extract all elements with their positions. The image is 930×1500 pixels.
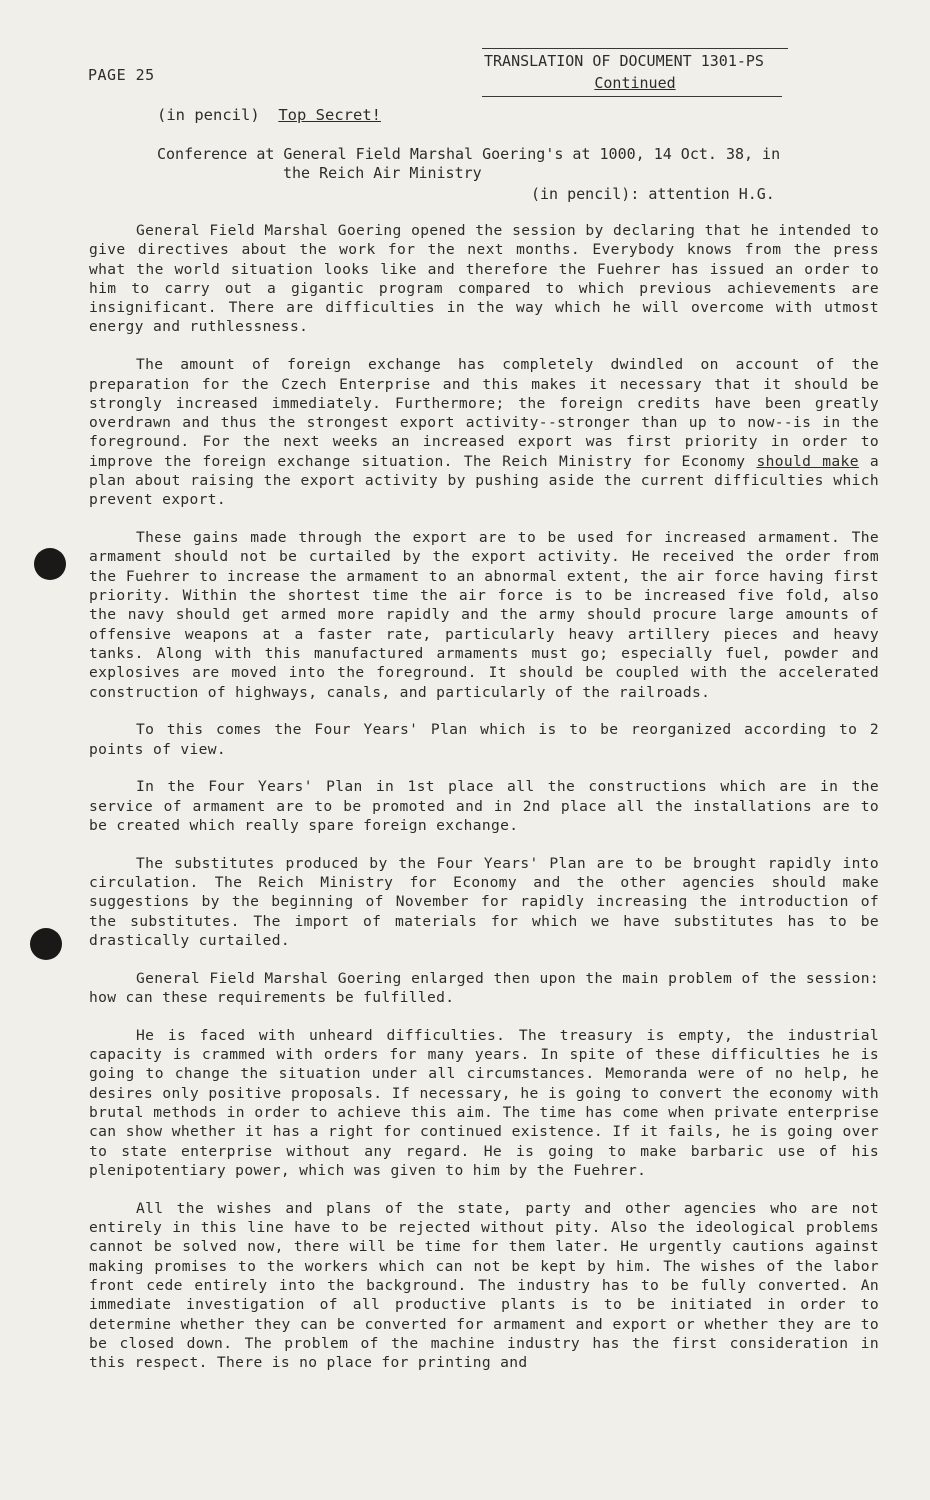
paragraph-5: In the Four Years' Plan in 1st place all the constructions which are in the service of armament are to be promoted and in 2nd place all the installations are to be created which really spare foreign exchange. bbox=[89, 778, 879, 835]
conference-heading-line1: Conference at General Field Marshal Goering's at 1000, 14 Oct. 38, in bbox=[157, 145, 781, 163]
page-number: PAGE 25 bbox=[88, 66, 155, 84]
paragraph-2-lead: The amount of foreign exchange has completely dwindled on account of the preparation for the Czech Enterprise and this makes it necessary that it should be strongly increased immediately. Furthermore; the foreign credits have been greatly overdrawn and thus the strongest export activity--stronger than up to now--is in the foreground. For the next weeks an increased export was first priority in order to improve the foreign exchange situation. The Reich Ministry for Economy bbox=[89, 356, 879, 470]
punch-hole-lower bbox=[30, 928, 62, 960]
header-rule-bottom bbox=[482, 96, 782, 97]
classification-line bbox=[157, 106, 381, 124]
body-text bbox=[89, 221, 879, 1391]
paragraph-7: General Field Marshal Goering enlarged then upon the main problem of the session: how can these requirements be fulfilled. bbox=[89, 969, 879, 1007]
punch-hole-upper bbox=[34, 548, 66, 580]
paragraph-4: To this comes the Four Years' Plan which is to be reorganized according to 2 points of view. bbox=[89, 721, 879, 758]
pencil-note: (in pencil) bbox=[157, 106, 260, 124]
paragraph-8: He is faced with unheard difficulties. The treasury is empty, the industrial capacity is crammed with orders for many years. In spite of these difficulties he is going to change the situation under all circumstances. Memoranda were of no help, he desires only positive proposals. If necessary, he is going to convert the economy with brutal methods in order to achieve this aim. The time has come when private enterprise can show whether it has a right for continued existence. If it fails, he is going over to state enterprise without any regard. He is going to make barbaric use of his plenipotentiary power, which was given to him by the Fuehrer. bbox=[89, 1026, 879, 1179]
paragraph-9: All the wishes and plans of the state, party and other agencies who are not entirely in this line have to be rejected without pity. Also the ideological problems cannot be solved now, there will be time for them later. He urgently cautions against making promises to the workers which can not be kept by him. The wishes of the labor front cede entirely into the background. The industry has to be fully converted. An immediate investigation of all productive plants is to be initiated in order to determine whether they can be converted for armament and export or whether they are to be closed down. The problem of the machine industry has the first consideration in this respect. There is no place for printing and bbox=[89, 1199, 879, 1372]
header-rule-top bbox=[482, 48, 788, 49]
paragraph-6: The substitutes produced by the Four Years' Plan are to be brought rapidly into circulation. The Reich Ministry for Economy and the other agencies should make suggestions by the beginning of November for rapidly increasing the introduction of the substitutes. The import of materials for which we have substitutes has to be drastically curtailed. bbox=[89, 854, 879, 949]
conference-heading-line2: the Reich Air Ministry bbox=[283, 164, 482, 182]
paragraph-1: General Field Marshal Goering opened the session by declaring that he intended to give directives about the work for the next months. Everybody knows from the press what the world situation looks like and therefore the Fuehrer has issued an order to him to carry out a gigantic program compared to which previous achievements are insignificant. There are difficulties in the way which he will overcome with utmost energy and ruthlessness. bbox=[89, 222, 879, 336]
top-secret-mark: Top Secret! bbox=[278, 106, 381, 124]
paragraph-3: These gains made through the export are to be used for increased armament. The armament should not be curtailed by the export activity. He received the order from the Fuehrer to increase the armament to an abnormal extent, the air force having first priority. Within the shortest time the air force is to be increased five fold, also the navy should get armed more rapidly and the army should procure large amounts of offensive weapons at a faster rate, particularly heavy artillery pieces and heavy tanks. Along with this manufactured armaments must go; especially fuel, powder and explosives are moved into the foreground. It should be coupled with the accelerated construction of highways, canals, and particularly of the railroads. bbox=[89, 529, 879, 701]
paragraph-2 bbox=[89, 355, 879, 509]
paragraph-2-tail: a plan about raising the export activity by pushing aside the current difficulties which prevent export. bbox=[89, 452, 879, 509]
document-header bbox=[482, 48, 788, 97]
continued-label: Continued bbox=[594, 74, 676, 92]
underlined-phrase: should make bbox=[756, 452, 859, 470]
attention-note: (in pencil): attention H.G. bbox=[531, 185, 775, 203]
document-title: TRANSLATION OF DOCUMENT 1301-PS bbox=[484, 52, 764, 70]
